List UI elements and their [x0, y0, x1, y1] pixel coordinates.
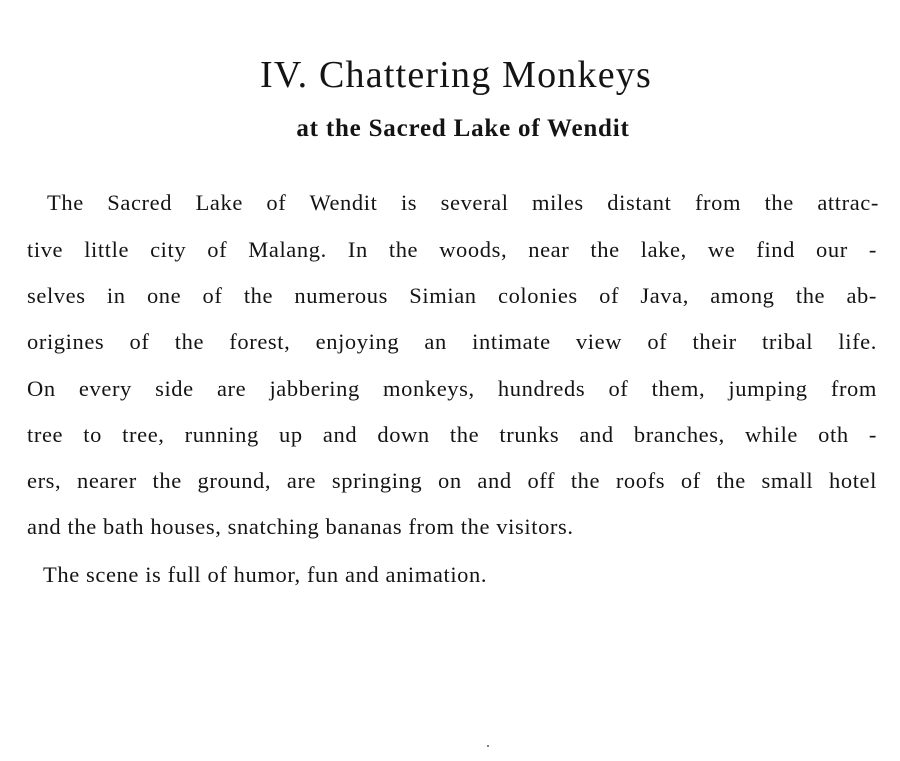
chapter-title: IV. Chattering Monkeys [260, 54, 652, 96]
text-line: The Sacred Lake of Wendit is several miles distant from the attrac- [47, 190, 879, 215]
text-line: origines of the forest, enjoying an intimate view of their tribal life. [27, 329, 877, 354]
print-speck [487, 745, 489, 747]
chapter-subtitle: at the Sacred Lake of Wendit [296, 115, 630, 142]
text-line: tive little city of Malang. In the woods, near the lake, we find our - [27, 237, 877, 262]
text-line: selves in one of the numerous Simian colonies of Java, among the ab- [27, 283, 877, 308]
text-line: On every side are jabbering monkeys, hundreds of them, jumping from [27, 376, 877, 401]
text-line: tree to tree, running up and down the trunks and branches, while oth - [27, 422, 877, 447]
text-line: and the bath houses, snatching bananas from the visitors. [27, 514, 574, 539]
text-line: ers, nearer the ground, are springing on and off the roofs of the small hotel [27, 468, 877, 493]
closing-line: The scene is full of humor, fun and animation. [43, 562, 488, 587]
